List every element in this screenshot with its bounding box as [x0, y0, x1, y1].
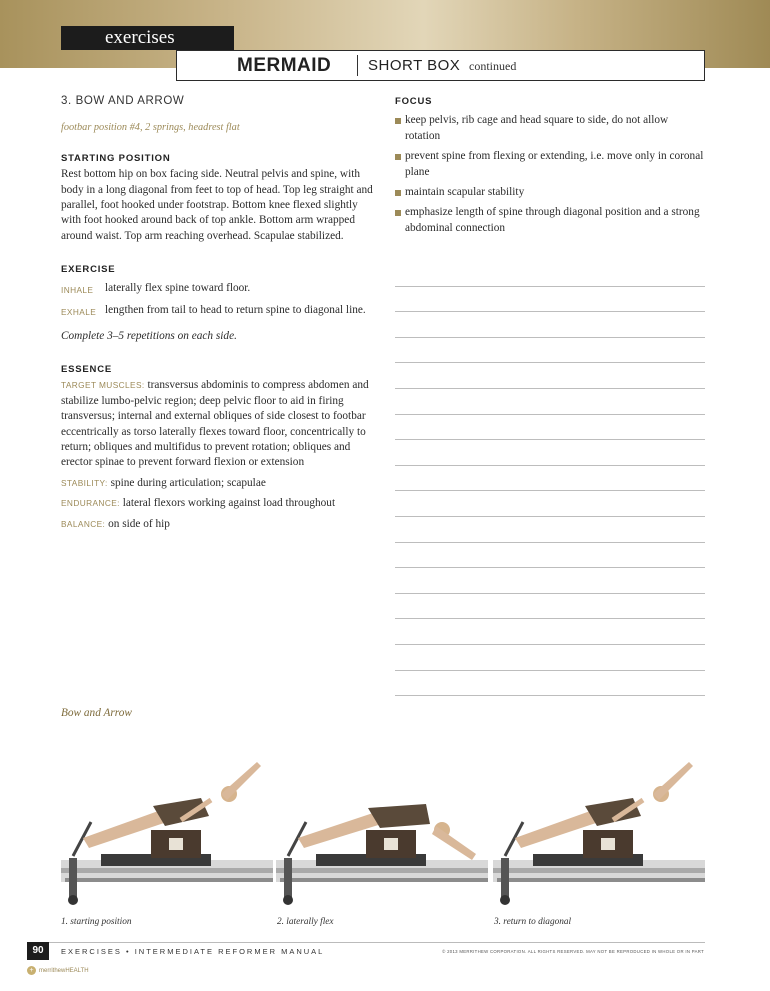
bullet-square-icon [395, 118, 401, 124]
setup-note: footbar position #4, 2 springs, headrest flat [61, 122, 240, 134]
inhale-text: laterally flex spine toward floor. [105, 281, 251, 294]
stability [61, 476, 376, 491]
note-line [395, 440, 705, 466]
starting-position-heading: STARTING POSITION [61, 152, 171, 164]
focus-item [395, 205, 705, 236]
exercise-name: 3. BOW AND ARROW [61, 95, 185, 107]
section-tab: exercises [61, 26, 234, 50]
focus-item-text: emphasize length of spine through diagonal position and a strong abdominal connection [405, 206, 700, 234]
continued-label: continued [469, 59, 517, 73]
target-muscles-text: transversus abdominis to compress abdomen and stabilize lumbo-pelvic region; deep pelvic floor to aid in firing transversus; internal and external obliques of side closest to footbar eccentrically as torso laterally flexes toward floor, concentrically to return; obliques and multifidus to prevent rotation; obliques and erector spinae to prevent forward flexion or extension [61, 379, 369, 469]
focus-item-text: maintain scapular stability [405, 186, 525, 199]
note-line [395, 363, 705, 389]
brand-plus-icon: + [27, 966, 36, 975]
notes-lines [395, 261, 705, 696]
exercise-photo-starting-position [61, 750, 273, 912]
focus-item [395, 149, 705, 180]
photo-caption: 1. starting position [61, 917, 132, 927]
page-subtitle: SHORT BOX [368, 57, 461, 74]
note-line [395, 517, 705, 543]
page-number: 90 [27, 942, 49, 960]
note-line [395, 645, 705, 671]
right-column [395, 94, 705, 241]
photo-caption: 3. return to diagonal [494, 917, 572, 927]
note-line [395, 287, 705, 313]
balance-label: BALANCE: [61, 518, 106, 529]
target-muscles [61, 378, 376, 470]
title-divider [357, 55, 358, 76]
photo-caption: 2. laterally flex [277, 917, 334, 927]
page-title: MERMAID [237, 55, 332, 76]
repetitions-note: Complete 3–5 repetitions on each side. [61, 330, 237, 343]
stability-text: spine during articulation; scapulae [110, 476, 266, 489]
note-line [395, 568, 705, 594]
exercise-photo-return-to-diagonal [493, 750, 705, 912]
note-line [395, 543, 705, 569]
balance [61, 517, 376, 532]
footer-title: EXERCISES • INTERMEDIATE REFORMER MANUAL [61, 947, 325, 956]
exhale-label: EXHALE [61, 307, 97, 318]
focus-heading: FOCUS [395, 96, 433, 107]
title-box [176, 50, 705, 81]
inhale-label: INHALE [61, 284, 94, 295]
note-line [395, 261, 705, 287]
focus-item-text: prevent spine from flexing or extending, i.e. move only in coronal plane [405, 150, 704, 178]
bullet-square-icon [395, 210, 401, 216]
figure-title: Bow and Arrow [61, 707, 132, 719]
brand-logo [27, 966, 89, 975]
bullet-square-icon [395, 154, 401, 160]
note-line [395, 338, 705, 364]
focus-item-text: keep pelvis, rib cage and head square to side, do not allow rotation [405, 114, 669, 142]
note-line [395, 415, 705, 441]
exhale-step [61, 303, 376, 320]
endurance-label: ENDURANCE: [61, 498, 120, 509]
note-line [395, 466, 705, 492]
exercise-photo-laterally-flex [276, 750, 488, 912]
focus-item [395, 185, 705, 200]
note-line [395, 491, 705, 517]
target-muscles-label: TARGET MUSCLES: [61, 380, 145, 391]
inhale-step [61, 281, 376, 298]
endurance [61, 496, 376, 511]
footer-divider [27, 942, 705, 943]
copyright-notice: © 2013 MERRITHEW CORPORATION. ALL RIGHTS RESERVED. MAY NOT BE REPRODUCED IN WHOLE OR IN PART [442, 949, 704, 954]
exercise-heading: EXERCISE [61, 264, 116, 276]
bullet-square-icon [395, 190, 401, 196]
note-line [395, 312, 705, 338]
balance-text: on side of hip [108, 517, 170, 530]
focus-list [395, 113, 705, 236]
note-line [395, 594, 705, 620]
note-line [395, 389, 705, 415]
brand-name: merrithewHEALTH [39, 967, 89, 974]
left-column [61, 94, 376, 532]
essence-heading: ESSENCE [61, 363, 113, 375]
note-line [395, 671, 705, 697]
exhale-text: lengthen from tail to head to return spine to diagonal line. [105, 304, 366, 317]
stability-label: STABILITY: [61, 477, 108, 488]
focus-item [395, 113, 705, 144]
note-line [395, 619, 705, 645]
endurance-text: lateral flexors working against load throughout [122, 497, 336, 510]
starting-position-text: Rest bottom hip on box facing side. Neutral pelvis and spine, with body in a long diagonal from feet to top of head. Top leg straight and parallel, foot hooked under footstrap. Bottom knee flexed slightly with foot hooked around back of top ankle. Bottom arm wrapped around waist. Top arm reaching overhead. Scapulae stabilized. [61, 168, 373, 242]
